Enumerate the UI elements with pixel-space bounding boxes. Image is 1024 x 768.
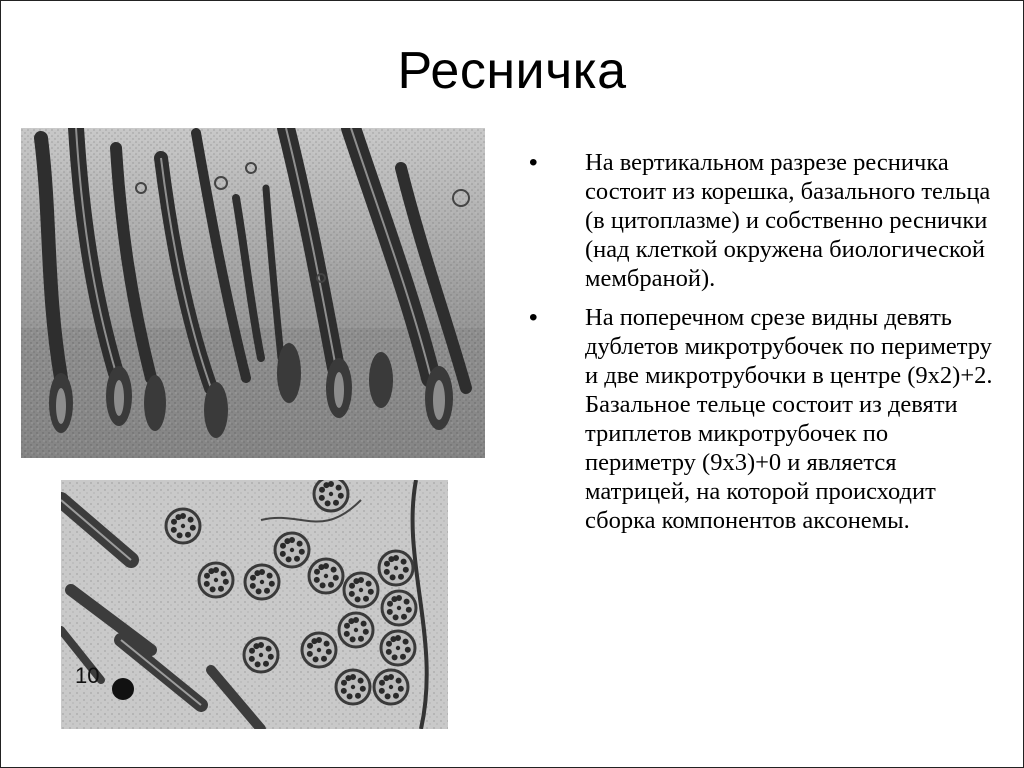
slide-title: Ресничка — [397, 42, 627, 100]
cilia-longitudinal-image — [21, 128, 485, 458]
bullet-list — [529, 148, 999, 545]
bullet-item-vertical-section — [529, 148, 999, 293]
micrograph-longitudinal-section — [21, 128, 485, 458]
bullet-marker: • — [529, 304, 538, 331]
micrograph-cross-section — [61, 480, 448, 729]
bullet-marker: • — [529, 149, 538, 176]
bullet-text: На вертикальном разрезе ресничка состоит из корешка, базального тельца (в цитоплазме) и собственно реснички (над клеткой окружена биологической мембраной). — [585, 149, 991, 292]
bullet-text: На поперечном срезе видны девять дублетов микротрубочек по периметру и две микротрубочки в центре (9х2)+2. Базальное тельце состоит из девяти триплетов микротрубочек по периметру (9х3)+0 и является матрицей, на которой происходит сборка компонентов аксонемы. — [585, 304, 993, 534]
micrograph-cross-section-label: 10 — [75, 663, 100, 688]
bullet-item-cross-section — [529, 303, 999, 535]
cilia-cross-section-image — [61, 480, 448, 729]
